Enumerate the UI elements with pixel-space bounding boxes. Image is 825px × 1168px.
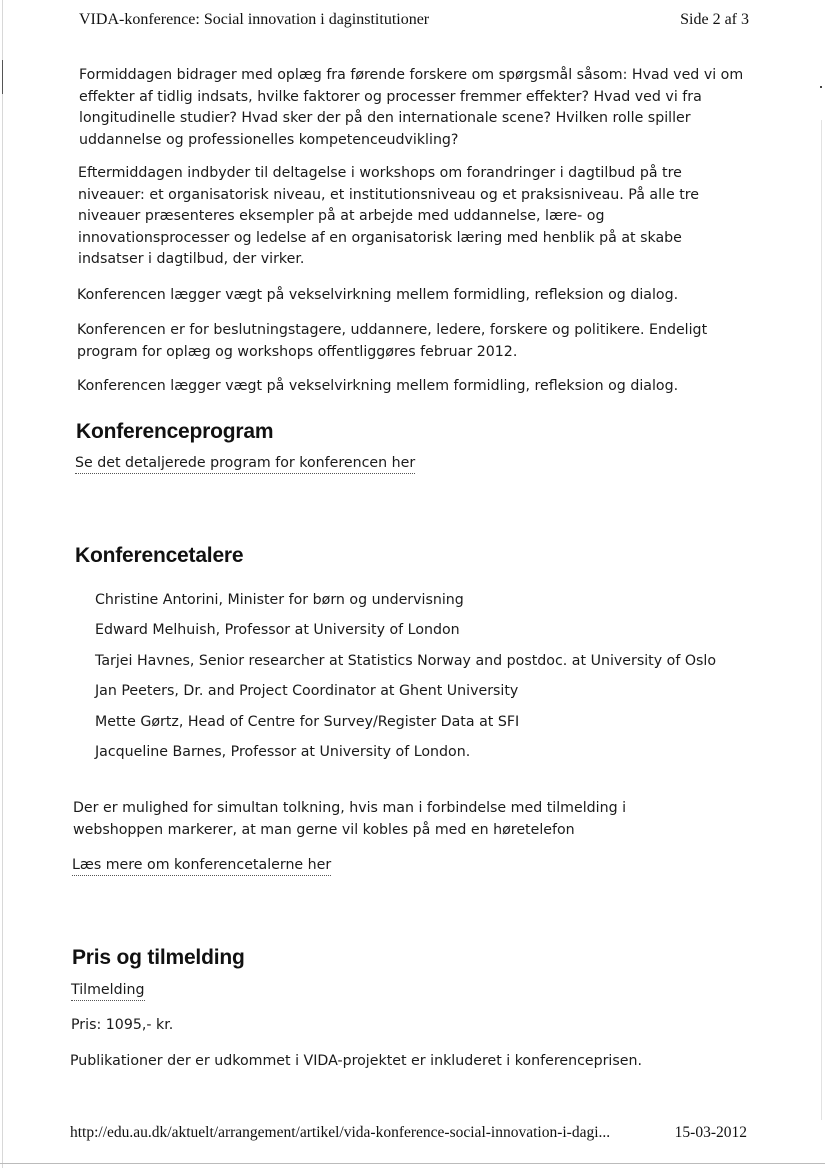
footer-date: 15-03-2012	[674, 1124, 747, 1141]
speaker-item: Christine Antorini, Minister for børn og undervisning	[95, 592, 464, 608]
paragraph-emphasis-repeat: Konferencen lægger vægt på vekselvirkning mellem formidling, refleksion og dialog.	[77, 378, 679, 394]
scan-edge-right	[821, 120, 822, 1120]
speakers-link[interactable]: Læs mere om konferencetalerne her	[72, 855, 331, 876]
program-link[interactable]: Se det detaljerede program for konferencen her	[75, 453, 415, 474]
speaker-item: Jacqueline Barnes, Professor at University of London.	[95, 744, 471, 761]
pricing-heading: Pris og tilmelding	[72, 946, 245, 969]
header-title: VIDA-konference: Social innovation i daginstitutioner	[79, 11, 430, 28]
signup-link[interactable]: Tilmelding	[71, 980, 145, 1001]
scan-edge-left	[2, 0, 3, 1168]
price-note: Publikationer der er udkommet i VIDA-projektet er inkluderet i konferenceprisen.	[70, 1053, 643, 1069]
speakers-list	[95, 585, 716, 767]
paragraph-emphasis: Konferencen lægger vægt på vekselvirkning mellem formidling, refleksion og dialog.	[77, 287, 679, 303]
speaker-item: Jan Peeters, Dr. and Project Coordinator at Ghent University	[95, 683, 519, 700]
paragraph-audience: Konferencen er for beslutningstagere, uddannere, ledere, forskere og politikere. Endeligt program for oplæg og workshops offentliggøres februar 2012.	[77, 322, 708, 360]
page-header	[79, 11, 749, 29]
speaker-item: Tarjei Havnes, Senior researcher at Statistics Norway and postdoc. at University of Oslo	[95, 652, 717, 669]
page-footer	[70, 1124, 747, 1142]
speakers-heading: Konferencetalere	[75, 544, 244, 567]
footer-url: http://edu.au.dk/aktuelt/arrangement/artikel/vida-konference-social-innovation-i-dagi...	[70, 1124, 611, 1141]
paragraph-interpretation: Der er mulighed for simultan tolkning, hvis man i forbindelse med tilmelding i webshoppen markerer, at man gerne vil kobles på med en høretelefon	[73, 800, 627, 838]
header-page-number: Side 2 af 3	[680, 11, 749, 28]
paragraph-afternoon: Eftermiddagen indbyder til deltagelse i workshops om forandringer i dagtilbud på tre niveauer: et organisatorisk niveau, et institutionsniveau og et praksisniveau. På alle tre niveauer præsenteres eksempler på at arbejde med uddannelse, lære- og innovationsprocesser og ledelse af en organisatorisk læring med henblik på at skabe indsatser i dagtilbud, der virker.	[78, 165, 700, 267]
price-text: Pris: 1095,- kr.	[71, 1017, 174, 1033]
scan-dot	[820, 86, 822, 88]
speaker-item: Edward Melhuish, Professor at University of London	[95, 622, 460, 639]
scan-edge-mark	[2, 60, 3, 94]
program-heading: Konferenceprogram	[76, 420, 274, 443]
speaker-item: Mette Gørtz, Head of Centre for Survey/Register Data at SFI	[95, 713, 520, 730]
paragraph-morning: Formiddagen bidrager med oplæg fra førende forskere om spørgsmål såsom: Hvad ved vi om effekter af tidlig indsats, hvilke faktorer og processer fremmer effekter? Hvad ved vi fra longitudinelle studier? Hvad sker der på den internationale scene? Hvilken rolle spiller uddannelse og professionelles kompetenceudvikling?	[79, 67, 744, 148]
scan-edge-bottom	[0, 1163, 825, 1164]
